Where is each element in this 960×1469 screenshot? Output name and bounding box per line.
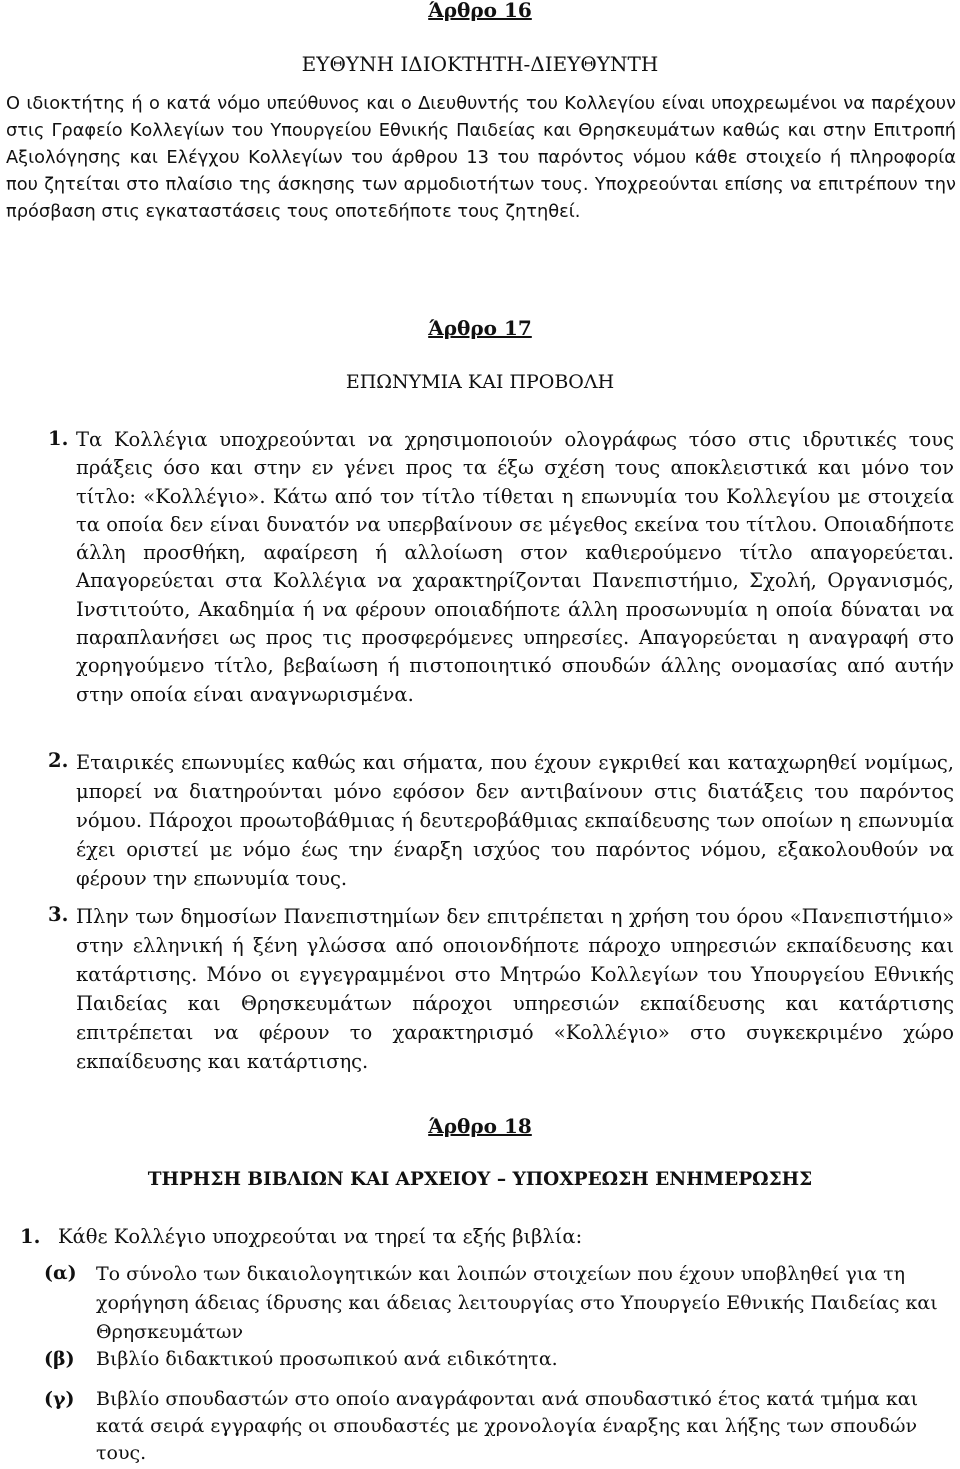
article-18-subitem-c-text: Βιβλίο σπουδαστών στο οποίο αναγράφονται ανά σπουδαστικό έτος κατά τμήμα και κατά σειρά εγγραφής οι σπουδαστές με χρονολογία έναρξης και λήξης των σπουδών τους.	[96, 1388, 919, 1464]
article-18-title-wrap	[0, 1114, 960, 1138]
article-18-subitem-a	[0, 1260, 958, 1347]
article-18-subitem-c	[0, 1386, 958, 1467]
article-18-heading-wrap	[0, 1168, 960, 1192]
article-18-item-1-text: Κάθε Κολλέγιο υποχρεούται να τηρεί τα εξής βιβλία:	[58, 1225, 583, 1248]
article-17-item-3-text: Πλην των δημοσίων Πανεπιστημίων δεν επιτρέπεται η χρήση του όρου «Πανεπιστήμιο» στην ελληνική ή ξένη γλώσσα από οποιονδήποτε πάροχο υπηρεσιών εκπαίδευσης και κατάρτισης. Μόνο οι εγγεγραμμένοι στο Μητρώο Κολλεγίων του Υπουργείου Εθνικής Παιδείας και Θρησκευμάτων πάροχοι υπηρεσιών εκπαίδευσης και κατάρτισης επιτρέπεται να φέρουν το χαρακτηρισμό «Κολλέγιο» στο συγκεκριμένο χώρο εκπαίδευσης και κατάρτισης.	[76, 905, 954, 1073]
article-16-heading-wrap	[0, 52, 960, 76]
article-18-subitem-c-label: (γ)	[44, 1388, 75, 1410]
article-17-item-1-text: Τα Κολλέγια υποχρεούνται να χρησιμοποιούν ολογράφως τόσο στις ιδρυτικές τους πράξεις όσο και στην εν γένει προς τα έξω σχέση τους αποκλειστικά και μόνο τον τίτλο: «Κολλέγιο». Κάτω από τον τίτλο τίθεται η επωνυμία του Κολλεγίου με στοιχεία τα οποία δεν είναι δυνατόν να υπερβαίνουν σε μέγεθος εκείνα του τίτλου. Οποιαδήποτε άλλη προσθήκη, αφαίρεση ή αλλοίωση στον καθιερούμενο τίτλο απαγορεύεται. Απαγορεύεται στα Κολλέγια να χαρακτηρίζονται Πανεπιστήμιο, Σχολή, Οργανισμός, Ινστιτούτο, Ακαδημία ή να φέρουν οποιαδήποτε άλλη προσωνυμία η οποία δύναται να παραπλανήσει ως προς τις προσφερόμενες υπηρεσίες. Απαγορεύεται η αναγραφή στο χορηγούμενο τίτλο, βεβαίωση ή πιστοποιητικό σπουδών άλλης ονομασίας από αυτήν στην οποία είναι αναγνωρισμένα.	[76, 428, 954, 706]
article-16-paragraph: Ο ιδιοκτήτης ή ο κατά νόμο υπεύθυνος και ο Διευθυντής του Κολλεγίου είναι υποχρεωμένοι να παρέχουν στις Γραφείο Κολλεγίων του Υπουργείου Εθνικής Παιδείας και Θρησκευμάτων καθώς και στην Επιτροπή Αξιολόγησης και Ελέγχου Κολλεγίων του άρθρου 13 του παρόντος νόμου κάθε στοιχείο ή πληροφορία που ζητείται στο πλαίσιο της άσκησης των αρμοδιοτήτων τους. Υποχρεούνται επίσης να επιτρέπουν την πρόσβαση στις εγκαταστάσεις τους οποτεδήποτε τους ζητηθεί.	[6, 93, 956, 222]
article-17-item-1	[48, 426, 954, 709]
article-18-item-1-number: 1.	[20, 1225, 41, 1248]
article-17-item-2-number: 2.	[48, 749, 69, 772]
article-18-subitem-b-text: Βιβλίο διδακτικού προσωπικού ανά ειδικότητα.	[96, 1348, 558, 1370]
article-17-title: Άρθρο 17	[428, 316, 532, 340]
article-18-item-1	[20, 1224, 950, 1251]
article-17-item-3	[48, 902, 954, 1076]
article-17-item-2-text: Εταιρικές επωνυμίες καθώς και σήματα, που έχουν εγκριθεί και καταχωρηθεί νομίμως, μπορεί να διατηρούνται μόνο εφόσον δεν αντιβαίνουν στις διατάξεις του παρόντος νόμου. Πάροχοι προωτοβάθμιας ή δευτεροβάθμιας εκπαίδευσης των οποίων η επωνυμία έχει οριστεί με νόμο έως την έναρξη ισχύος του παρόντος νόμου, εξακολουθούν να φέρουν την επωνυμία τους.	[76, 751, 954, 890]
article-17-heading-wrap	[0, 370, 960, 394]
article-18-title: Άρθρο 18	[428, 1114, 532, 1138]
article-18-subitem-a-text: Το σύνολο των δικαιολογητικών και λοιπών στοιχείων που έχουν υποβληθεί για τη χορήγηση άδειας ίδρυσης και άδειας λειτουργίας στο Υπουργείο Εθνικής Παιδείας και Θρησκευμάτων	[96, 1263, 938, 1343]
article-16-title-wrap	[0, 0, 960, 22]
article-16-body	[6, 90, 956, 225]
article-17-item-2	[48, 748, 954, 893]
article-18-subitem-a-label: (α)	[44, 1262, 77, 1284]
article-18-subitem-b	[0, 1346, 958, 1373]
article-17-title-wrap	[0, 316, 960, 340]
article-16-heading: ΕΥΘΥΝΗ ΙΔΙΟΚΤΗΤΗ-ΔΙΕΥΘΥΝΤΗ	[301, 52, 659, 76]
article-18-heading: ΤΗΡΗΣΗ ΒΙΒΛΙΩΝ ΚΑΙ ΑΡΧΕΙΟΥ – ΥΠΟΧΡΕΩΣΗ ΕΝΗΜΕΡΩΣΗΣ	[147, 1169, 813, 1190]
article-17-item-3-number: 3.	[48, 903, 69, 926]
article-18-subitem-b-label: (β)	[44, 1348, 75, 1370]
article-16-title: Άρθρο 16	[428, 0, 532, 22]
article-17-heading: ΕΠΩΝΥΜΙΑ ΚΑΙ ΠΡΟΒΟΛΗ	[345, 371, 615, 393]
article-17-item-1-number: 1.	[48, 427, 69, 450]
